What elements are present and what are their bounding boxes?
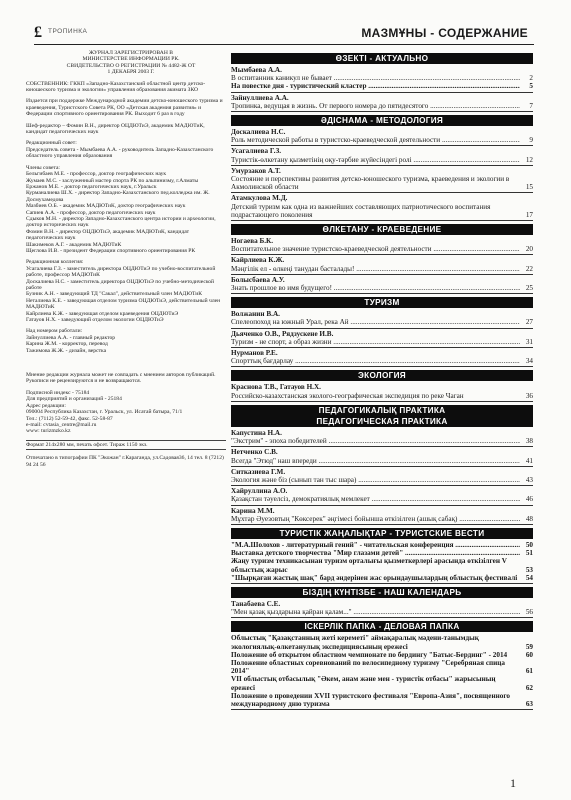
council-member: Бельгибаев М.Е. - профессор, доктор географических наук	[26, 171, 167, 178]
board-member: Бузник А.Н. - заведующий ТД "Сакал", действительный член МАДЮТиК	[26, 291, 202, 298]
entry-author: Ситказиева Г.М.	[231, 467, 286, 476]
council-member: Мазбиев О.Б. - академик МАДЮТиК, доктор географических наук	[26, 203, 186, 210]
subscription-index: Подписной индекс - 75184	[26, 389, 90, 396]
toc-item-title: Состояние и перспективы развития детско-юношеского туризма, краеведения и экологии в Акмолинской области	[231, 175, 510, 192]
toc-entry	[231, 600, 533, 616]
entry-divider	[231, 505, 533, 506]
print-format: Формат 214х280 мм, печать офсет. Тираж 1150 экз.	[26, 440, 226, 450]
publication-note: Издается при поддержке Международной академии детско-юношеского туризма и краеведения, Туристского Совета РК, ОО «Детская академия развития» и Федерации спортивного ориентирования РК. Выходит 6 раз в году	[26, 98, 223, 118]
toc-item-title: Экология және біз (сынып тан тыс шара) .....	[231, 476, 520, 484]
toc-item[interactable]	[231, 357, 533, 365]
toc-item[interactable]	[231, 175, 533, 191]
toc-entry	[231, 147, 533, 163]
toc-item[interactable]	[231, 476, 533, 484]
toc-item-page: 9	[529, 136, 533, 145]
toc-item-page: 15	[525, 183, 533, 192]
entry-author: Карина М.М.	[231, 506, 275, 515]
toc-item[interactable]	[231, 675, 533, 691]
toc-entry	[231, 330, 533, 346]
toc-item-title: Туризм - не спорт, а образ жизни .....	[231, 338, 520, 346]
toc-item-title: "Шырқаған жастық шақ" бард әндерінен жас орындаушылардың облыстық фестивалі	[231, 573, 518, 582]
section-title: ТУРИЗМ	[364, 298, 400, 308]
toc-item-page: 2	[529, 74, 533, 83]
toc-item-page: 38	[525, 437, 533, 446]
toc-item[interactable]	[231, 574, 533, 582]
board-member: Гатауов Н.Х. - заведующий отделом экологии ОЦДЮТиЭ	[26, 317, 164, 324]
toc-item[interactable]	[231, 136, 533, 144]
entry-divider	[231, 293, 533, 294]
toc-item-page: 27	[525, 318, 533, 327]
board-member: Усагалиева Г.З. - заместитель директора ОЦДЮТиЭ по учебно-воспитательной работе, профессор МАДЮТиК	[26, 265, 216, 279]
toc-item-title: Всегда "Этюд" наш впереди .....	[231, 457, 520, 465]
toc-entry	[231, 194, 533, 219]
toc-item[interactable]	[231, 284, 533, 292]
toc-item[interactable]	[231, 659, 533, 675]
toc-item-title: "Мен қазақ қыздарына қайран қалам..." .....	[231, 608, 520, 616]
toc-item-page: 36	[525, 391, 533, 400]
toc-item-title: Российско-казахстанская эколого-географическая экспедиция по реке Чаган	[231, 391, 464, 400]
entry-divider	[231, 254, 533, 255]
toc-item[interactable]	[231, 265, 533, 273]
council-title: Редакционный совет:	[26, 140, 77, 147]
entry-divider	[231, 485, 533, 486]
entry-divider	[231, 709, 533, 710]
staff-member: Карина Ж.М. - корректор, перевод	[26, 341, 108, 348]
council-member: Шакимеков А.Г. - академик МАДЮТиК	[26, 241, 122, 248]
toc-item-page: 20	[525, 245, 533, 254]
entry-author: Капустина Н.А.	[231, 428, 282, 437]
toc-entry	[231, 487, 533, 503]
toc-item-title: Выставка детского творчества "Мир глазами детей" .....	[231, 549, 520, 557]
section-title-alt: ПЕДАГОГИЧЕСКАЯ ПРАКТИКА	[316, 416, 448, 426]
toc-item[interactable]	[231, 495, 533, 503]
toc-item[interactable]	[231, 541, 533, 549]
toc-item-page: 48	[525, 514, 533, 523]
section-title: ӨЗЕКТІ - АКТУАЛЬНО	[335, 54, 429, 63]
toc-item[interactable]	[231, 318, 533, 326]
address-title: Адрес редакции:	[26, 402, 66, 409]
section-heading	[231, 621, 533, 632]
toc-item-title: Мұхтар Әуезовтың "Көксерек" әңгімесі бойынша өткізілген (ашық сабақ) .....	[231, 515, 520, 523]
toc-entry	[231, 310, 533, 326]
toc-item-title: Положение об открытом областном чемпионате по бердингу "Батыс-Бердинг" - 2014	[231, 650, 508, 659]
toc-entry	[231, 468, 533, 484]
toc-item[interactable]	[231, 437, 533, 445]
board-member: Неталиева К.Е. - заведующая отделом туризма ОЦДЮТиЭ, действительный член МАДЮТиК	[26, 297, 221, 311]
toc-entry	[231, 448, 533, 464]
toc-item-page: 43	[525, 475, 533, 484]
staff-member: Тажимова Ж.Ж. - дизайн, верстка	[26, 347, 107, 354]
phone: Тел.: (7112) 52-59-42, факс. 52-58-87	[26, 415, 113, 422]
toc-item-page: 22	[525, 264, 533, 273]
entry-author: Доскалиева Н.С.	[231, 128, 286, 137]
toc-entry	[231, 237, 533, 253]
toc-item-title: Мәңгілік ел - өлкеңі танудан басталады! .....	[231, 265, 520, 273]
council-member: Ержанов М.Е. - доктор педагогических наук, г.Уральск	[26, 183, 157, 190]
toc-item-title: В оспитанник каникул не бывает .....	[231, 74, 520, 82]
toc-item-page: 56	[525, 608, 533, 617]
toc-entry	[231, 94, 533, 110]
toc-item[interactable]	[231, 245, 533, 253]
entry-author: Мымбаева А.А.	[231, 66, 282, 74]
toc-item-title: Спорттық бағдарлау .....	[231, 357, 520, 365]
section-heading	[231, 528, 533, 539]
email: e-mail: cvtasia_centre@mail.ru	[26, 421, 97, 428]
entry-divider	[231, 145, 533, 146]
toc-item-page: 50	[525, 540, 533, 549]
editorial-board	[26, 259, 226, 323]
toc-item-title: Қазақстан тәуелсіз, демократиялық мемлекет .....	[231, 495, 520, 503]
council-member: Щеглова И.В. - президент Федерации спортивного ориентирования РК	[26, 247, 196, 254]
toc-item[interactable]	[231, 82, 533, 90]
entry-divider	[231, 524, 533, 525]
council-chair: Председатель совета - Мымбаева А.А. - руководитель Западно-Казахстанского областного управления образования	[26, 146, 214, 160]
staff-member: Зайнуллиева А.А. - главный редактор	[26, 334, 116, 341]
toc-item-title: "М.А.Шолохов - литературный гений" - читательская конференция .....	[231, 541, 520, 549]
entry-divider	[231, 328, 533, 329]
toc-item-title: VII облыстық отбасылық "Әкем, анам және мен - туристік отбасы" жарысының ережесі	[231, 675, 496, 692]
entry-divider	[231, 366, 533, 367]
entry-divider	[231, 274, 533, 275]
toc-item-page: 17	[525, 210, 533, 219]
entry-author: Атамкулова М.Д.	[231, 194, 288, 203]
toc-entry	[231, 276, 533, 292]
entry-author: Краснова Т.В., Гатауов Н.Х.	[231, 383, 321, 392]
section-heading	[231, 370, 533, 381]
toc-item-page: 53	[525, 565, 533, 574]
section-title: ЭКОЛОГИЯ	[358, 371, 406, 381]
entry-author: Волжанин В.А.	[231, 310, 280, 319]
toc-item-page: 63	[525, 699, 533, 708]
table-of-contents	[231, 50, 533, 778]
toc-item-title: Спелеопоход на южный Урал, река Ай .....	[231, 318, 520, 326]
board-title: Редакционная коллегия:	[26, 259, 84, 266]
section-title: ӘДІСНАМА - МЕТОДОЛОГИЯ	[320, 116, 444, 126]
toc-item[interactable]	[231, 549, 533, 557]
toc-item-page: 51	[525, 549, 533, 558]
website: www: turizmzko.kz	[26, 428, 71, 435]
section-title: ІСКЕРЛІК ПАПКА - ДЕЛОВАЯ ПАПКА	[304, 622, 460, 632]
entry-author: Усагалиева Г.З.	[231, 147, 282, 156]
toc-item-title: Роль методической работы в туристско-краеведческой деятельности .....	[231, 136, 520, 144]
toc-item[interactable]	[231, 74, 533, 82]
section-title: ӨЛКЕТАНУ - КРАЕВЕДЕНИЕ	[322, 225, 442, 235]
entry-divider	[231, 92, 533, 93]
board-member: Доскалиева Н.С. - заместитель директора ОЦДЮТиЭ по учебно-методической работе	[26, 278, 215, 291]
toc-item[interactable]	[231, 457, 533, 465]
toc-item[interactable]	[231, 692, 533, 708]
toc-item-title: Туристік-өлкетану қызметінің оқу-тәрбие жүйесіндегі ролі .....	[231, 156, 520, 164]
section-title: ПЕДАГОГИКАЛЫҚ ПРАКТИКА	[318, 405, 446, 415]
entry-author: Умурзаков А.Т.	[231, 166, 281, 175]
toc-item[interactable]	[231, 515, 533, 523]
toc-entry	[231, 383, 533, 399]
page-number: 1	[510, 776, 516, 790]
toc-item-page: 54	[525, 573, 533, 582]
owner-text: СОБСТВЕННИК: ГККП «Западно-Казахстанский областной центр детско-юношеского туризма и экологии» управления образования акимата ЗКО	[26, 80, 206, 94]
toc-item[interactable]	[231, 338, 533, 346]
council-member: Жумаев М.С. - заслуженный мастер спорта РК по альпинизму, г.Алматы	[26, 177, 199, 184]
toc-item-page: 61	[525, 667, 533, 676]
toc-item[interactable]	[231, 203, 533, 219]
toc-item-title: Тропинка, ведущая в жизнь. От первого номера до пятидесятого .....	[231, 102, 520, 110]
disclaimer: Мнение редакции журнала может не совпадать с мнением авторов публикаций. Рукописи не рецензируются и не возвращаются.	[26, 372, 216, 385]
entry-author: Танабаева С.Е.	[231, 599, 281, 608]
section-heading	[231, 115, 533, 126]
council-member: Сапиев А.А. - профессор, доктор педагогических наук	[26, 209, 156, 216]
page-title: МАЗМҰНЫ - СОДЕРЖАНИЕ	[361, 26, 528, 40]
council-member: Сдыков М.Н. - директор Западно-Казахстанского центра истории и археологии, доктор исторических наук	[26, 215, 216, 229]
toc-item-page: 12	[525, 155, 533, 164]
section-heading	[231, 405, 533, 427]
toc-entry	[231, 167, 533, 192]
toc-item-page: 60	[525, 650, 533, 659]
toc-entry	[231, 429, 533, 445]
imprint-column	[26, 50, 226, 790]
toc-item-page: 5	[529, 82, 533, 91]
toc-item-title: Знать прошлое во имя будущего! .....	[231, 284, 520, 292]
toc-entry	[231, 349, 533, 365]
toc-item-page: 62	[525, 683, 533, 692]
toc-item[interactable]	[231, 651, 533, 659]
entry-divider	[231, 192, 533, 193]
entry-divider	[231, 111, 533, 112]
printing-house: Отпечатано в типографии ПК "Экожан" г.Караганда, ул.Садовая36, 14 тел. 8 (7212) 94 24 56	[26, 455, 224, 468]
toc-entry	[231, 634, 533, 708]
toc-item-page: 34	[525, 357, 533, 366]
entry-divider	[231, 401, 533, 402]
toc-entry	[231, 541, 533, 582]
council-member: Фомин В.Н. - директор ОЦДЮТиЭ, академик МАДЮТиК, кандидат педагогических наук	[26, 228, 190, 242]
toc-item[interactable]	[231, 608, 533, 616]
entry-divider	[231, 220, 533, 221]
section-heading	[231, 224, 533, 235]
entry-divider	[231, 446, 533, 447]
toc-item-page: 31	[525, 337, 533, 346]
toc-item-page: 59	[525, 642, 533, 651]
toc-entry	[231, 507, 533, 523]
toc-item-page: 46	[525, 495, 533, 504]
section-heading	[231, 587, 533, 598]
members-title: Члены совета:	[26, 164, 60, 171]
entry-divider	[231, 165, 533, 166]
section-heading	[231, 53, 533, 64]
toc-item-page: 41	[525, 456, 533, 465]
council-members	[26, 165, 226, 255]
toc-item-title: На повестке дня - туристический кластер .....	[231, 82, 520, 90]
toc-item-title: Положение о проведении XVII туристского фестиваля "Европа-Азия", посвященного международному дню туризма	[231, 691, 510, 708]
toc-item-title: Воспитательное значение туристско-краеведческой деятельности .....	[231, 245, 520, 253]
page-header	[34, 20, 534, 46]
toc-entry	[231, 128, 533, 144]
section-title: ТУРИСТІК ЖАҢАЛЫҚТАР - ТУРИСТСКИЕ ВЕСТИ	[279, 528, 485, 538]
board-member: Кайрлиева К.Ж. - заведующая отделом краеведения ОЦДЮТиЭ	[26, 310, 179, 317]
entry-author: Зайнуллиева А.А.	[231, 93, 289, 102]
entry-author: Болысбаева А.У.	[231, 275, 285, 284]
section-title: БІЗДІҢ КҮНТІЗБЕ - НАШ КАЛЕНДАРЬ	[302, 587, 462, 597]
entry-author: Хайруллина А.О.	[231, 487, 288, 496]
toc-item-page: 25	[525, 284, 533, 293]
entry-divider	[231, 466, 533, 467]
toc-entry	[231, 66, 533, 91]
entry-divider	[231, 617, 533, 618]
toc-item-title: Жаңу туризм техникасынан туризм орталығы қызметкерлері арасында өткізілген V облыстық жарыс	[231, 557, 507, 574]
toc-item[interactable]	[231, 634, 533, 650]
registration-text: ЖУРНАЛ ЗАРЕГИСТРИРОВАН В МИНИСТЕРСТВЕ ИНФОРМАЦИИ РК. СВИДЕТЕЛЬСТВО О РЕГИСТРАЦИИ № 4482-Ж ОТ 1 ДЕКАБРЯ 2003 Г.	[66, 50, 196, 76]
chief-editor: Шеф-редактор – Фомин В.Н., директор ОЦДЮТиЭ, академик МАДЮТиК, кандидат педагогических наук	[26, 122, 205, 136]
toc-item-title: Детский туризм как одна из важнейших составляющих патриотического воспитания подрастающего поколения	[231, 202, 491, 219]
council-member: Курманалиева Ш.Х. - директор Западно-Казахстанского пед.колледжа им. Ж. Досмухамедова	[26, 190, 210, 203]
entry-author: Дьяченко О.В., Рядзускене И.В.	[231, 329, 334, 338]
address: 090004 Республика Казахстан, г. Уральск, ул. Исатай батыра, 71/1	[26, 409, 183, 416]
journal-logo-text: ТРОПИНКА	[48, 28, 88, 35]
entry-author: Кайрлиева К.Ж.	[231, 256, 285, 265]
entry-author: Нурманов Р.Е.	[231, 349, 278, 358]
toc-item-page: 7	[529, 101, 533, 110]
toc-entry	[231, 256, 533, 272]
worked-title: Над номером работали:	[26, 328, 83, 335]
entry-author: Нетченко С.В.	[231, 448, 278, 457]
toc-item-title: Облыстық "Қазақстанның жеті кереметі" аймақаралық мәдени-танымдық экологиялық-өлкетанулық экспедициясының ережесі	[231, 634, 479, 651]
entry-divider	[231, 583, 533, 584]
section-heading	[231, 297, 533, 308]
entry-author: Ногаева Б.К.	[231, 237, 274, 246]
entry-divider	[231, 347, 533, 348]
toc-item[interactable]	[231, 102, 533, 110]
toc-item[interactable]	[231, 557, 533, 573]
toc-item[interactable]	[231, 156, 533, 164]
toc-item-title: Положение областных соревнований по велосипедному туризму "Серебряная спица 2014"	[231, 658, 506, 676]
toc-item-title: "Экстрим" - эпоха победителей .....	[231, 437, 520, 445]
header-divider	[34, 44, 534, 45]
toc-item[interactable]	[231, 392, 533, 400]
issue-staff	[26, 328, 226, 354]
journal-logo-icon: £	[34, 24, 42, 41]
subscription-index-org: Для предприятий и организаций - 25184	[26, 396, 122, 403]
